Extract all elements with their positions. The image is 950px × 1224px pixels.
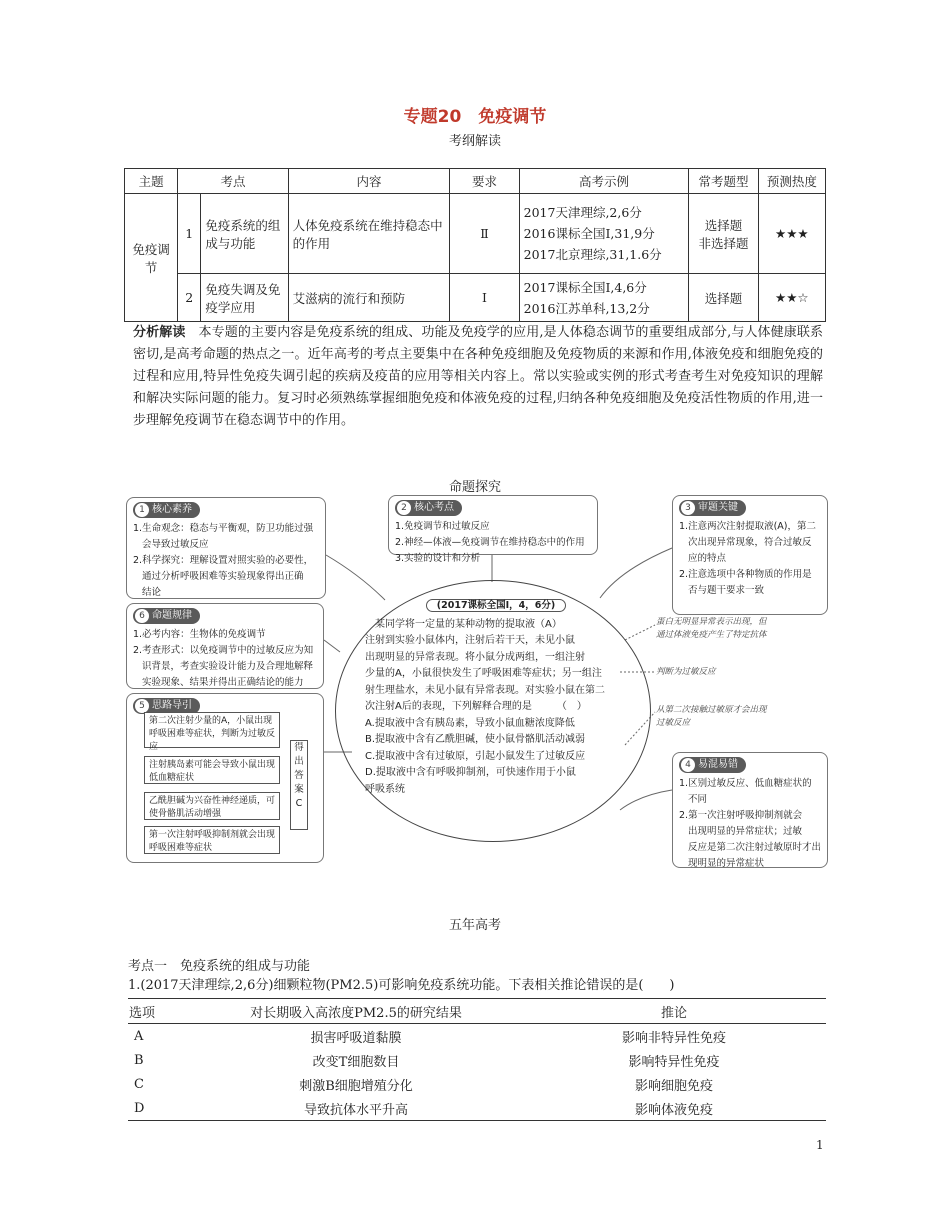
reasoning-step: 第二次注射少量的A，小鼠出现呼吸困难等症状，判断为过敏反应	[144, 712, 280, 748]
step-number: 4	[681, 758, 695, 772]
req-cell: Ⅰ	[450, 274, 519, 322]
page-number: 1	[816, 1138, 824, 1152]
col-header: 选项	[128, 999, 190, 1024]
num-cell: 2	[178, 274, 201, 322]
box-line: 2.神经—体液—免疫调节在维持稳态中的作用	[395, 537, 585, 548]
col-header: 内容	[288, 169, 450, 194]
content-cell: 人体免疫系统在维持稳态中的作用	[288, 194, 450, 274]
topic-cell: 免疫调节	[125, 194, 178, 322]
box-line: 1.必考内容：生物体的免疫调节	[133, 629, 266, 640]
question-stem: 1.(2017天津理综,2,6分)细颗粒物(PM2.5)可影响免疫系统功能。下表相关推论错误的是( )	[128, 978, 675, 993]
option-cell: B	[134, 1052, 144, 1068]
option-cell: A	[134, 1028, 144, 1044]
example-line: 2016江苏单科,13,2分	[523, 300, 650, 316]
box-header	[679, 757, 746, 773]
table-row	[128, 1048, 826, 1072]
key-reading-box	[672, 495, 828, 615]
col-header: 对长期吸入高浓度PM2.5的研究结果	[190, 999, 522, 1024]
answer-label: 得出答案C	[290, 740, 308, 830]
box-line: 2.科学探究：理解设置对照实验的必要性，	[133, 555, 314, 566]
question-line: 某同学将一定量的某种动物的提取液（A）	[365, 618, 562, 630]
box-line: 结论	[133, 587, 162, 598]
example-line: 2017北京理综,31,1.6分	[523, 247, 662, 262]
col-header: 预测热度	[758, 169, 825, 194]
col-header: 主题	[125, 169, 178, 194]
box-line: 1.区别过敏反应、低血糖症状的	[679, 778, 812, 789]
box-label: 审题关键	[698, 502, 738, 513]
question-line: 少量的A，小鼠很快发生了呼吸困难等症状；另一组注	[365, 668, 602, 679]
box-line: 1.注意两次注射提取液(A)，第二	[679, 521, 816, 532]
box-header	[395, 500, 462, 516]
box-line: 1.免疫调节和过敏反应	[395, 521, 490, 532]
heat-cell: ★★☆	[758, 274, 825, 322]
confusion-box	[672, 752, 828, 868]
example-line: 2017课标全国Ⅰ,4,6分	[523, 279, 647, 295]
option-line: D.提取液中含有呼吸抑制剂，可快速作用于小鼠	[365, 767, 576, 778]
box-line: 否与题干要求一致	[679, 585, 765, 596]
box-line: 1.生命观念：稳态与平衡观，防卫功能过强	[133, 523, 314, 534]
req-cell: Ⅱ	[450, 194, 519, 274]
col-header: 要求	[450, 169, 519, 194]
box-line: 反应是第二次注射过敏原时才出	[679, 842, 822, 853]
content-cell: 艾滋病的流行和预防	[288, 274, 450, 322]
question-line: 注射到实验小鼠体内，注射后若干天，未见小鼠	[365, 635, 575, 646]
box-line: 会导致过敏反应	[133, 539, 209, 550]
box-line: 实验现象、结果并得出正确结论的能力	[133, 677, 304, 688]
reasoning-step: 注射胰岛素可能会导致小鼠出现低血糖症状	[144, 756, 280, 784]
type-cell: 选择题 非选择题	[689, 194, 758, 274]
core-literacy-box	[126, 497, 326, 599]
page-subtitle: 考纲解读	[448, 134, 501, 149]
box-header	[133, 608, 200, 624]
analysis-label: 分析解读	[133, 325, 186, 340]
box-label: 命题规律	[152, 610, 192, 621]
table-row	[128, 1072, 826, 1096]
step-number: 2	[397, 501, 411, 515]
question-line: 射生理盐水，未见小鼠有异常表现。对实验小鼠在第二	[365, 684, 605, 696]
example-line: 2017天津理综,2,6分	[523, 205, 642, 220]
connector-line	[324, 640, 340, 652]
inference-cell: 影响非特异性免疫	[621, 1030, 726, 1046]
box-line: 3.实验的设计和分析	[395, 553, 481, 564]
option-line: A.提取液中含有胰岛素，导致小鼠血糖浓度降低	[365, 717, 575, 729]
reasoning-step: 乙酰胆碱为兴奋性神经递质，可使骨骼肌活动增强	[144, 792, 280, 820]
num-cell: 1	[178, 194, 201, 274]
box-line: 应的特点	[679, 553, 727, 564]
option-cell: C	[134, 1076, 144, 1092]
box-line: 2.注意选项中各种物质的作用是	[679, 569, 812, 580]
section-title: 五年高考	[448, 918, 501, 933]
box-label: 易混易错	[698, 759, 738, 770]
table-row	[128, 1096, 826, 1121]
result-cell: 损害呼吸道黏膜	[310, 1030, 402, 1046]
box-line: 识背景，考查实验设计能力及合理地解释	[133, 661, 314, 672]
connector-line	[600, 548, 672, 598]
inference-cell: 影响特异性免疫	[628, 1054, 720, 1070]
heat-cell: ★★★	[758, 194, 825, 274]
result-cell: 改变T细胞数目	[312, 1054, 400, 1070]
example-line: 2016课标全国Ⅰ,31,9分	[523, 226, 655, 241]
question-content	[365, 598, 627, 798]
question-table	[128, 998, 826, 1121]
connector-line	[326, 555, 385, 600]
box-header	[679, 500, 746, 516]
option-line: B.提取液中含有乙酰胆碱，使小鼠骨骼肌活动减弱	[365, 734, 586, 745]
option-line: C.提取液中含有过敏原，引起小鼠发生了过敏反应	[365, 750, 586, 762]
col-header: 高考示例	[519, 169, 689, 194]
box-label: 思路导引	[152, 700, 192, 711]
box-line: 出现明显的异常症状；过敏	[679, 826, 803, 837]
box-label: 核心考点	[414, 502, 454, 513]
question-source: (2017课标全国Ⅰ，4，6分)	[365, 598, 627, 615]
reasoning-step: 第一次注射呼吸抑制剂就会出现呼吸困难等症状	[144, 826, 280, 854]
box-line: 2.考查形式：以免疫调节中的过敏反应为知	[133, 645, 314, 656]
page-title: 专题20 免疫调节	[403, 107, 547, 127]
col-header: 常考题型	[689, 169, 758, 194]
box-header	[133, 502, 200, 518]
box-label: 核心素养	[152, 504, 192, 515]
question-table-header	[128, 999, 826, 1024]
question-line: 出现明显的异常表现。将小鼠分成两组，一组注射	[365, 651, 585, 663]
pattern-box	[126, 603, 324, 689]
inference-cell: 影响细胞免疫	[634, 1078, 713, 1094]
inference-cell: 影响体液免疫	[522, 1096, 826, 1121]
connector-line	[625, 625, 655, 640]
col-header: 推论	[522, 999, 826, 1024]
handwritten-note: 判断为过敏反应	[656, 667, 716, 677]
point-cell: 免疫失调及免疫学应用	[201, 274, 288, 322]
col-header: 考点	[178, 169, 288, 194]
result-cell: 刺激B细胞增殖分化	[299, 1078, 413, 1094]
box-line: 现明显的异常症状	[679, 858, 765, 869]
option-line: 呼吸系统	[365, 783, 405, 795]
box-line: 次出现异常现象，符合过敏反	[679, 537, 812, 548]
step-number: 1	[135, 503, 149, 517]
type-cell: 选择题	[689, 274, 758, 322]
table-row	[128, 1024, 826, 1049]
step-number: 3	[681, 501, 695, 515]
box-line: 不同	[679, 794, 708, 805]
core-points-box	[388, 495, 598, 564]
question-line: 次注射A后的表现，下列解释合理的是 （ ）	[365, 701, 587, 712]
box-line: 通过分析呼吸困难等实验现象得出正确	[133, 571, 304, 582]
box-line: 2.第一次注射呼吸抑制剂就会	[679, 810, 803, 821]
step-number: 6	[135, 609, 149, 623]
diagram-title: 命题探究	[448, 480, 501, 495]
analysis-text: 本专题的主要内容是免疫系统的组成、功能及免疫学的应用,是人体稳态调节的重要组成部分,与人体健康联系密切,是高考命题的热点之一。近年高考的考点主要集中在各种免疫细胞及免疫物质的来源和作用,体液免疫和细胞免疫的过程和应用,特异性免疫失调引起的疾病及疫苗的应用等相关内容上。常以实验或实例的形式考查考生对免疫知识的理解和解决实际问题的能力。复习时必须熟练掌握细胞免疫和体液免疫的过程,归纳各种免疫细胞及免疫活性物质的作用,进一步理解免疫调节在稳态调节中的作用。	[133, 325, 823, 428]
handwritten-note: 从第二次接触过敏原才会出现 过敏反应	[656, 705, 767, 728]
option-cell: D	[128, 1096, 190, 1121]
handwritten-note: 蛋白无明显异常表示出现，但 通过体液免疫产生了特定抗体	[656, 617, 767, 640]
step-number: 5	[135, 699, 149, 713]
point-cell: 免疫系统的组成与功能	[201, 194, 288, 274]
kaodian-heading: 考点一 免疫系统的组成与功能	[128, 959, 311, 974]
result-cell: 导致抗体水平升高	[190, 1096, 522, 1121]
connector-line	[620, 790, 672, 810]
